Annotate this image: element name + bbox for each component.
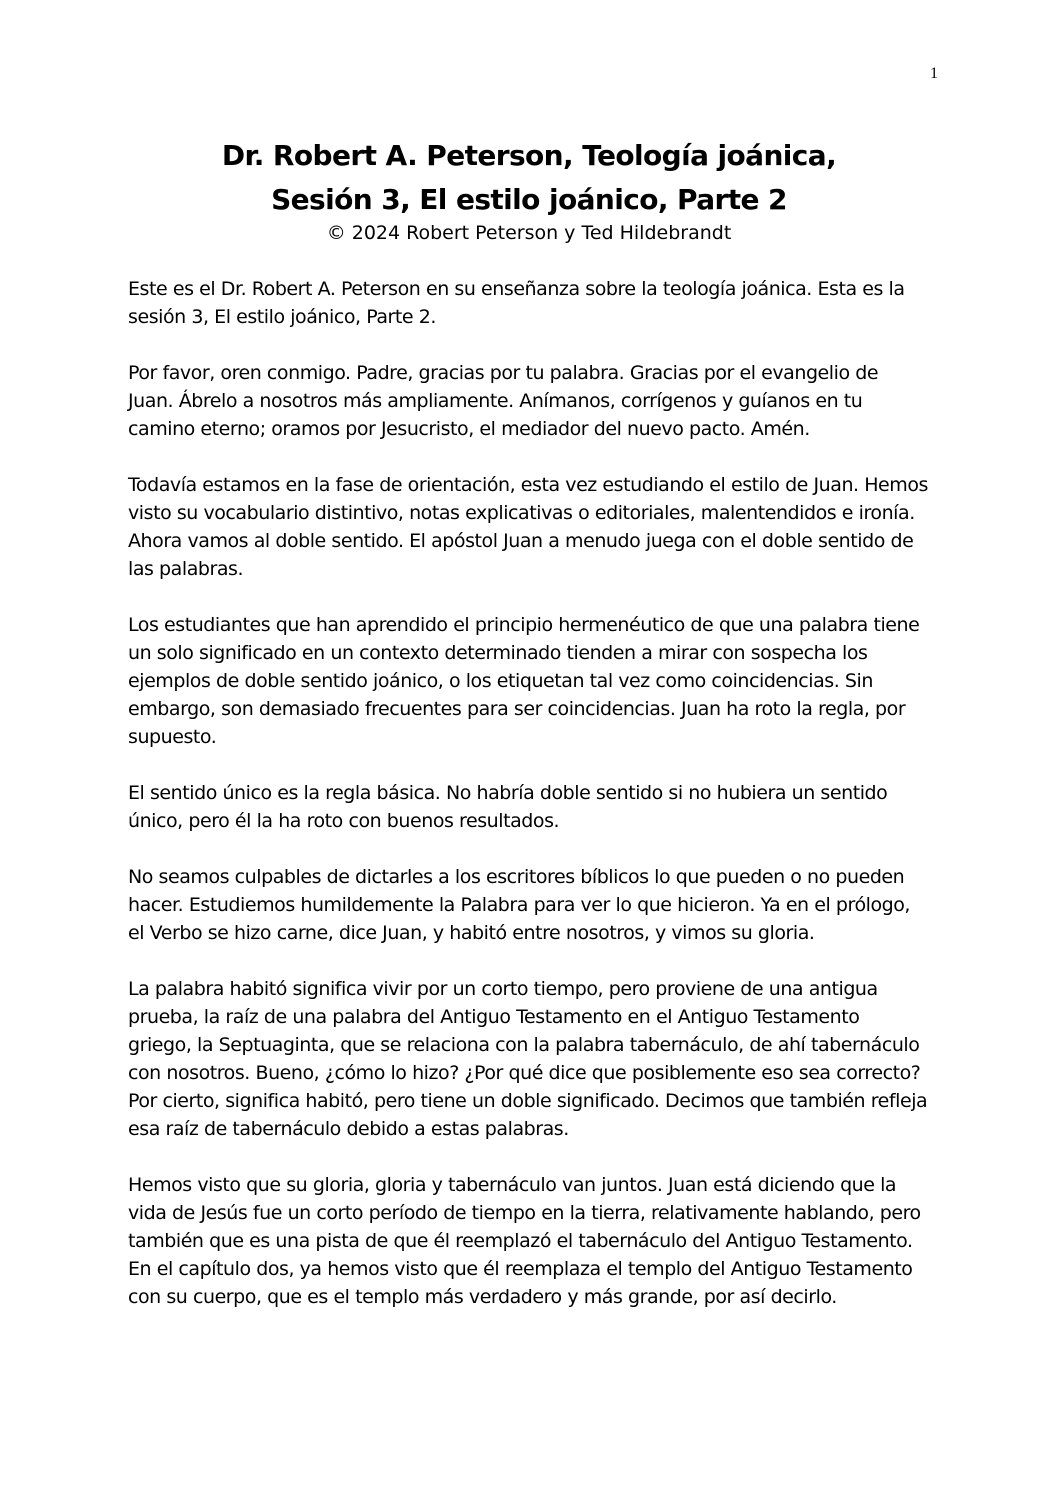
copyright-line: © 2024 Robert Peterson y Ted Hildebrandt — [326, 222, 732, 244]
title-line-2: Sesión 3, El estilo joánico, Parte 2 — [271, 183, 787, 216]
paragraph-intro: Este es el Dr. Robert A. Peterson en su enseñanza sobre la teología joánica. Esta es la sesión 3, El estilo joánico, Parte 2. — [128, 278, 905, 328]
paragraph-single-sense: El sentido único es la regla básica. No habría doble sentido si no hubiera un sentido único, pero él la ha roto con buenos resultados. — [128, 782, 888, 832]
paragraph-glory-tabernacle: Hemos visto que su gloria, gloria y tabernáculo van juntos. Juan está diciendo que la vida de Jesús fue un corto período de tiempo en la tierra, relativamente hablando, pero también que es una pista de que él reemplazó el tabernáculo del Antiguo Testamento. En el capítulo dos, ya hemos visto que él reemplaza el templo del Antiguo Testamento con su cuerpo, que es el templo más verdadero y más grande, por así decirlo. — [128, 1174, 921, 1308]
paragraph-hermeneutics: Los estudiantes que han aprendido el principio hermenéutico de que una palabra tiene un solo significado en un contexto determinado tienden a mirar con sospecha los ejemplos de doble sentido joánico, o los etiquetan tal vez como coincidencias. Sin embargo, son demasiado frecuentes para ser coincidencias. Juan ha roto la regla, por supuesto. — [128, 614, 920, 748]
page-number: 1 — [930, 65, 938, 82]
document-body — [128, 275, 928, 1339]
document-header — [128, 134, 930, 246]
paragraph-dwelt: La palabra habitó significa vivir por un corto tiempo, pero proviene de una antigua prueba, la raíz de una palabra del Antiguo Testamento en el Antiguo Testamento griego, la Septuaginta, que se relaciona con la palabra tabernáculo, de ahí tabernáculo con nosotros. Bueno, ¿cómo lo hizo? ¿Por qué dice que posiblemente eso sea correcto? Por cierto, significa habitó, pero tiene un doble significado. Decimos que también refleja esa raíz de tabernáculo debido a estas palabras. — [128, 978, 928, 1140]
paragraph-humility: No seamos culpables de dictarles a los escritores bíblicos lo que pueden o no pueden hacer. Estudiemos humildemente la Palabra para ver lo que hicieron. Ya en el prólogo, el Verbo se hizo carne, dice Juan, y habitó entre nosotros, y vimos su gloria. — [128, 866, 911, 944]
paragraph-prayer: Por favor, oren conmigo. Padre, gracias por tu palabra. Gracias por el evangelio de Juan. Ábrelo a nosotros más ampliamente. Anímanos, corrígenos y guíanos en tu camino eterno; oramos por Jesucristo, el mediador del nuevo pacto. Amén. — [128, 362, 879, 440]
title-line-1: Dr. Robert A. Peterson, Teología joánica, — [221, 139, 837, 172]
paragraph-orientation: Todavía estamos en la fase de orientación, esta vez estudiando el estilo de Juan. Hemos visto su vocabulario distintivo, notas explicativas o editoriales, malentendidos e ironía. Ahora vamos al doble sentido. El apóstol Juan a menudo juega con el doble sentido de las palabras. — [128, 474, 928, 580]
